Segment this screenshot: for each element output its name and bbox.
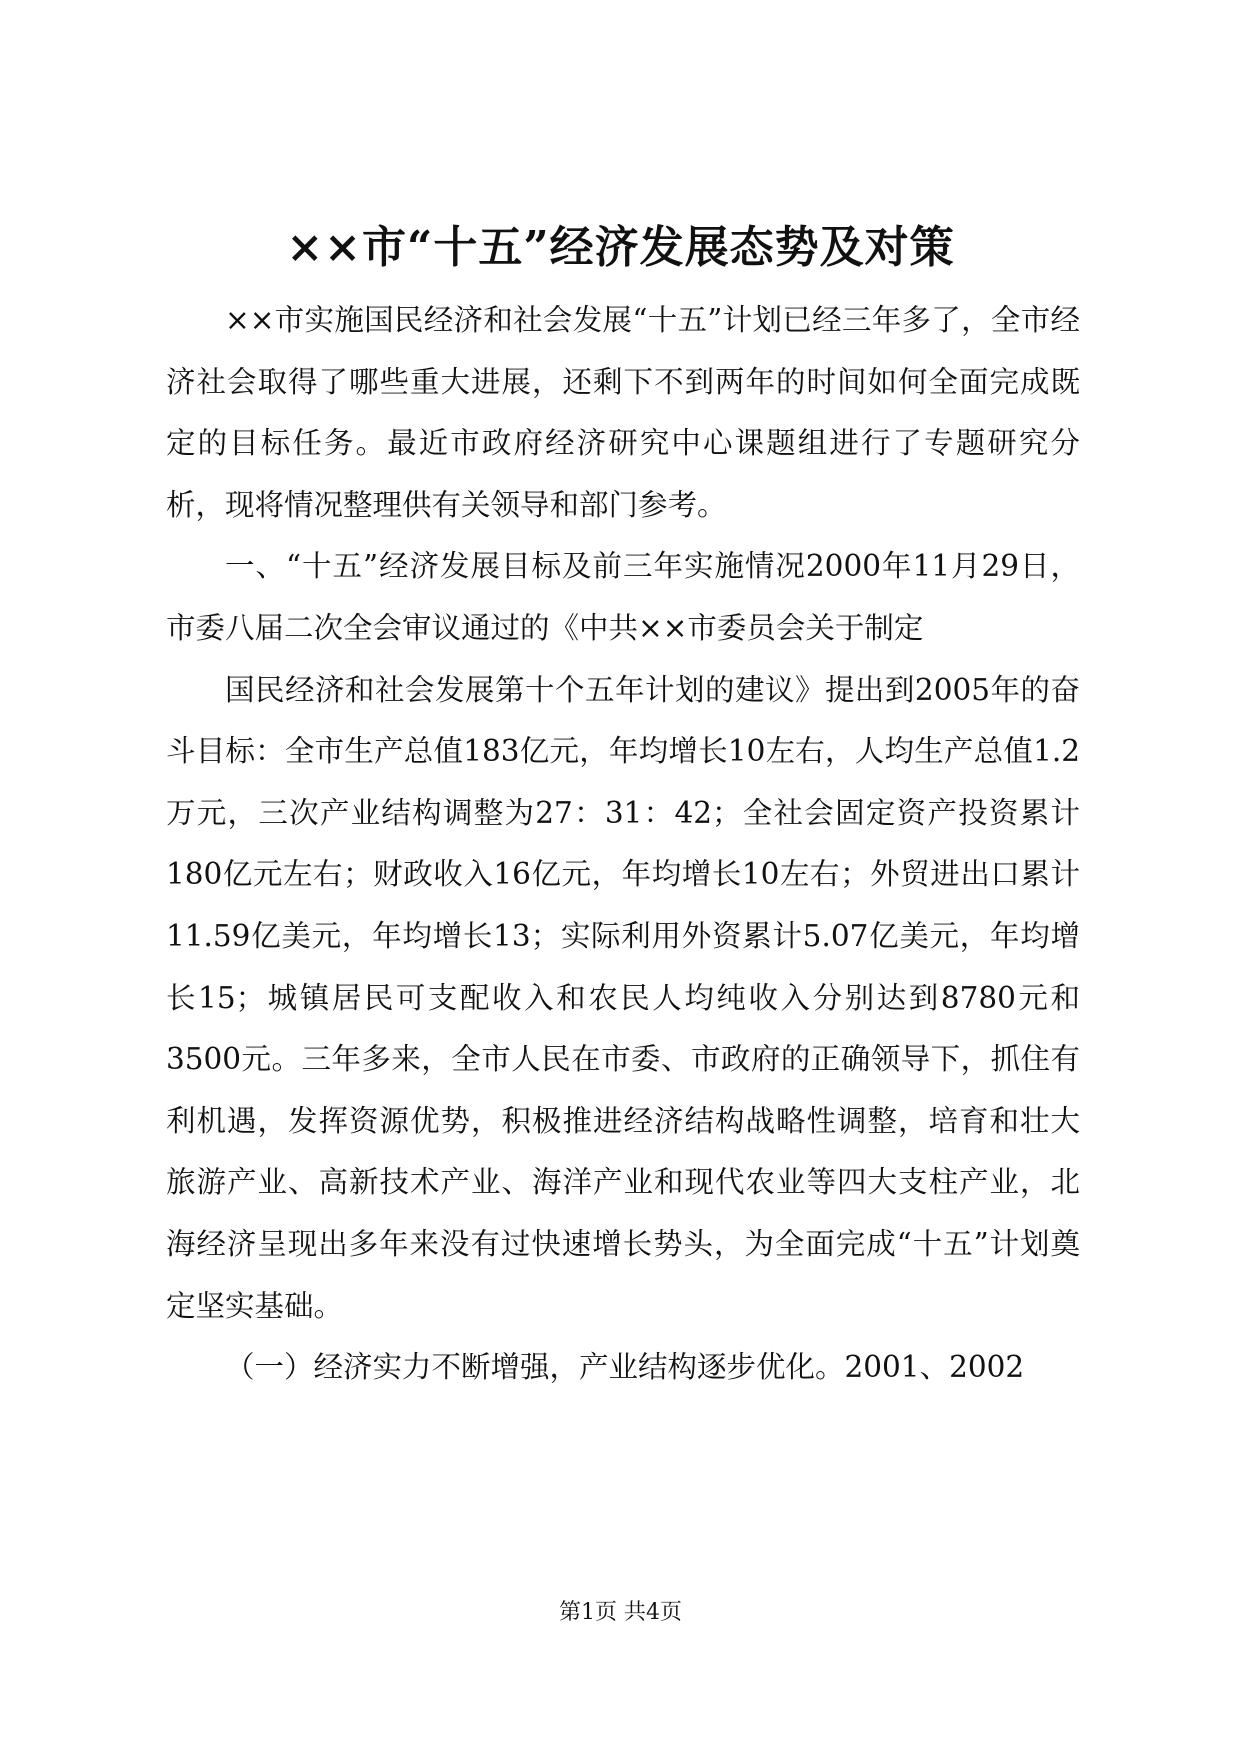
paragraph-targets: 国民经济和社会发展第十个五年计划的建议》提出到2005年的奋斗目标：全市生产总值183亿元，年均增长10左右，人均生产总值1.2万元，三次产业结构调整为27：31：42；全社会固定资产投资累计180亿元左右；财政收入16亿元，年均增长10左右；外贸进出口累计11.59亿美元，年均增长13；实际利用外资累计5.07亿美元，年均增长15；城镇居民可支配收入和农民人均纯收入分别达到8780元和3500元。三年多来，全市人民在市委、市政府的正确领导下，抓住有利机遇，发挥资源优势，积极推进经济结构战略性调整，培育和壮大旅游产业、高新技术产业、海洋产业和现代农业等四大支柱产业，北海经济呈现出多年来没有过快速增长势头，为全面完成“十五”计划奠定坚实基础。 [166,672,1080,1323]
paragraph-intro: ××市实施国民经济和社会发展“十五”计划已经三年多了，全市经济社会取得了哪些重大进展，还剩下不到两年的时间如何全面完成既定的目标任务。最近市政府经济研究中心课题组进行了专题研究分析，现将情况整理供有关领导和部门参考。 [166,303,1080,522]
paragraph-subsection-one: （一）经济实力不断增强，产业结构逐步优化。2001、2002 [225,1350,1025,1385]
document-title: ××市“十五”经济发展态势及对策 [286,222,955,273]
page-footer: 第1页 共4页 [559,1600,682,1625]
paragraph-section-one: 一、“十五”经济发展目标及前三年实施情况2000年11月29日，市委八届二次全会审议通过的《中共××市委员会关于制定 [166,549,1080,645]
document-body [166,290,1080,1399]
